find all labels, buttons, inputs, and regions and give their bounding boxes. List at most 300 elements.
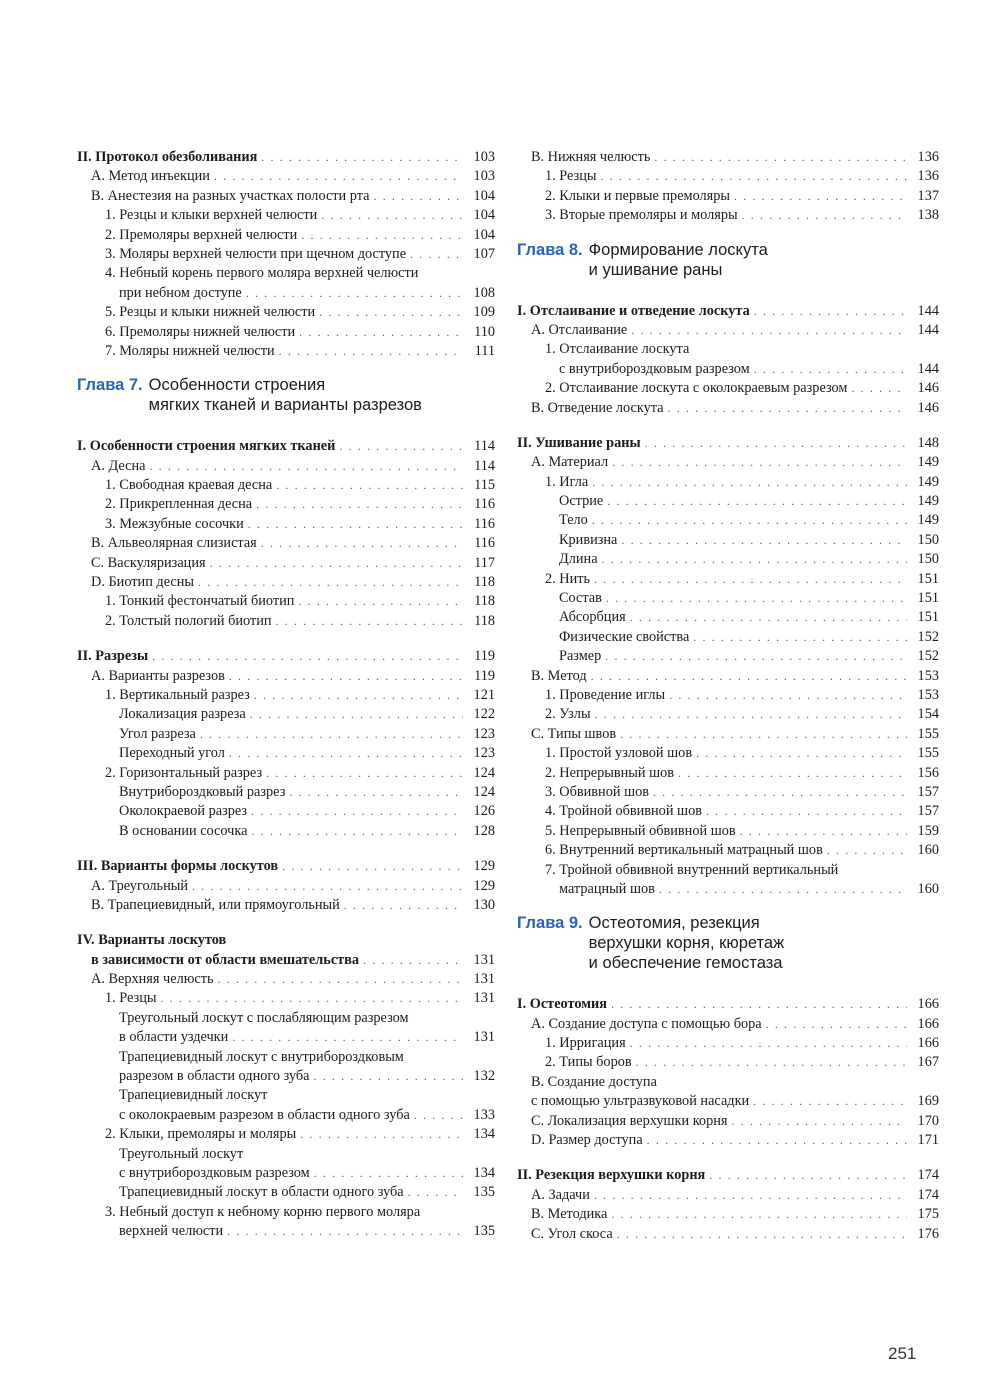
- dot-leader: [754, 360, 907, 379]
- toc-page-number: 129: [473, 858, 495, 875]
- toc-page-number: 117: [474, 554, 495, 571]
- toc-entry[interactable]: [517, 1205, 939, 1224]
- dot-leader: [339, 437, 463, 456]
- toc-page-number: 114: [474, 438, 495, 455]
- toc-page-number: 160: [917, 842, 939, 859]
- dot-leader: [600, 167, 907, 186]
- toc-entry[interactable]: [77, 187, 495, 206]
- toc-entry[interactable]: [77, 744, 495, 763]
- toc-page-number: 104: [473, 187, 495, 204]
- dot-leader: [218, 970, 464, 989]
- toc-entry[interactable]: [77, 323, 495, 342]
- dot-leader: [279, 342, 463, 361]
- toc-entry[interactable]: [77, 437, 495, 456]
- toc-entry[interactable]: [77, 1009, 495, 1028]
- chapter-title-line: верхушки корня, кюретаж: [588, 934, 785, 953]
- toc-entry[interactable]: [77, 1145, 495, 1164]
- toc-entry[interactable]: [517, 1092, 939, 1111]
- toc-entry[interactable]: [77, 989, 495, 1008]
- dot-leader: [731, 1112, 907, 1131]
- toc-page-number: 176: [917, 1225, 939, 1242]
- toc-entry[interactable]: [517, 360, 939, 379]
- toc-entry[interactable]: [517, 570, 939, 589]
- toc-entry[interactable]: [517, 783, 939, 802]
- toc-entry-title: A. Материал: [531, 454, 609, 471]
- chapter-title-line: мягких тканей и варианты разрезов: [148, 396, 422, 415]
- toc-page-number: 118: [474, 593, 495, 610]
- toc-entry-title: 4. Тройной обвивной шов: [545, 803, 702, 820]
- toc-entry-title: B. Анестезия на разных участках полости рта: [91, 187, 370, 204]
- toc-entry[interactable]: [77, 802, 495, 821]
- toc-page-number: 166: [917, 1015, 939, 1032]
- dot-leader: [605, 647, 907, 666]
- dot-leader: [630, 1034, 907, 1053]
- toc-entry-title: Переходный угол: [119, 745, 225, 762]
- dot-leader: [706, 802, 907, 821]
- toc-entry[interactable]: [517, 686, 939, 705]
- toc-entry-title: 7. Моляры нижней челюсти: [105, 342, 275, 359]
- chapter-heading: [77, 375, 495, 415]
- toc-entry[interactable]: [517, 725, 939, 744]
- toc-page-number: 156: [917, 764, 939, 781]
- toc-page-number: 153: [917, 667, 939, 684]
- dot-leader: [742, 206, 907, 225]
- toc-entry[interactable]: [517, 880, 939, 899]
- toc-page-number: 123: [473, 725, 495, 742]
- toc-entry[interactable]: [77, 245, 495, 264]
- chapter-title: [149, 375, 422, 415]
- toc-entry-title: 1. Простой узловой шов: [545, 745, 693, 762]
- toc-page-number: 144: [917, 302, 939, 319]
- chapter-title: [589, 240, 768, 280]
- toc-entry[interactable]: [517, 340, 939, 359]
- toc-entry-title: B. Создание доступа: [531, 1073, 657, 1090]
- toc-entry[interactable]: [77, 476, 495, 495]
- dot-leader: [214, 167, 463, 186]
- toc-entry-title: C. Угол скоса: [531, 1225, 613, 1242]
- toc-entry[interactable]: [517, 1166, 939, 1185]
- toc-entry-title: 2. Прикрепленная десна: [105, 496, 253, 513]
- dot-leader: [276, 612, 463, 631]
- toc-entry-title: C. Васкуляризация: [91, 554, 206, 571]
- dot-leader: [301, 226, 463, 245]
- toc-page-number: 131: [473, 990, 495, 1007]
- toc-entry[interactable]: [517, 1131, 939, 1150]
- toc-page-number: 166: [917, 996, 939, 1013]
- toc-entry[interactable]: [517, 841, 939, 860]
- toc-entry-title: III. Варианты формы лоскутов: [77, 858, 279, 875]
- toc-entry-title: Треугольный лоскут: [119, 1145, 244, 1162]
- toc-entry[interactable]: [77, 1164, 495, 1183]
- dot-leader: [321, 206, 463, 225]
- chapter-title-line: Особенности строения: [148, 376, 326, 395]
- dot-leader: [299, 323, 463, 342]
- toc-entry-title: Треугольный лоскут с послабляющим разрезом: [119, 1009, 409, 1026]
- toc-page-number: 152: [917, 628, 939, 645]
- toc-entry[interactable]: [517, 206, 939, 225]
- dot-leader: [282, 857, 463, 876]
- dot-leader: [753, 1092, 907, 1111]
- toc-entry[interactable]: [517, 1225, 939, 1244]
- toc-entry[interactable]: [517, 379, 939, 398]
- toc-entry[interactable]: [517, 302, 939, 321]
- dot-leader: [314, 1164, 463, 1183]
- dot-leader: [696, 744, 907, 763]
- dot-leader: [607, 492, 907, 511]
- toc-entry[interactable]: [77, 857, 495, 876]
- toc-entry[interactable]: [77, 206, 495, 225]
- toc-page-number: 114: [474, 457, 495, 474]
- toc-entry[interactable]: [517, 995, 939, 1014]
- toc-entry[interactable]: [517, 531, 939, 550]
- chapter-label: Глава 9.: [517, 914, 583, 933]
- dot-leader: [654, 148, 907, 167]
- toc-entry[interactable]: [77, 896, 495, 915]
- toc-entry[interactable]: [517, 589, 939, 608]
- toc-entry[interactable]: [517, 1053, 939, 1072]
- toc-page-number: 170: [917, 1112, 939, 1129]
- dot-leader: [678, 764, 907, 783]
- toc-entry[interactable]: [77, 264, 495, 283]
- toc-page-number: 115: [474, 477, 495, 494]
- toc-page-number: 151: [917, 590, 939, 607]
- toc-entry[interactable]: [77, 647, 495, 666]
- toc-entry[interactable]: [517, 187, 939, 206]
- dot-leader: [232, 1028, 463, 1047]
- toc-entry[interactable]: [77, 554, 495, 573]
- toc-page-number: 116: [474, 535, 495, 552]
- toc-entry-title: 1. Проведение иглы: [545, 686, 666, 703]
- toc-entry[interactable]: [77, 226, 495, 245]
- toc-entry[interactable]: [77, 1067, 495, 1086]
- toc-entry[interactable]: [517, 434, 939, 453]
- dot-leader: [630, 608, 907, 627]
- toc-entry-title: A. Варианты разрезов: [91, 667, 225, 684]
- toc-page-number: 116: [474, 515, 495, 532]
- toc-entry[interactable]: [517, 628, 939, 647]
- toc-entry-title: II. Резекция верхушки корня: [517, 1167, 706, 1184]
- toc-entry-title: B. Метод: [531, 667, 587, 684]
- dot-leader: [300, 1125, 463, 1144]
- toc-entry-title: в зависимости от области вмешательства: [91, 951, 360, 968]
- toc-entry-title: 3. Небный доступ к небному корню первого моляра: [105, 1203, 421, 1220]
- toc-page-number: 110: [474, 323, 495, 340]
- toc-entry[interactable]: [517, 1186, 939, 1205]
- toc-page-number: 135: [473, 1184, 495, 1201]
- dot-leader: [261, 148, 463, 167]
- toc-entry[interactable]: [77, 612, 495, 631]
- toc-entry-title: верхней челюсти: [119, 1223, 224, 1240]
- toc-page-number: 149: [917, 473, 939, 490]
- dot-leader: [251, 822, 463, 841]
- toc-entry-title: 2. Клыки, премоляры и моляры: [105, 1126, 297, 1143]
- toc-page-number: 171: [917, 1132, 939, 1149]
- toc-entry-title: B. Методика: [531, 1206, 608, 1223]
- toc-entry[interactable]: [517, 822, 939, 841]
- toc-entry-title: 2. Горизонтальный разрез: [105, 764, 263, 781]
- toc-page-number: 119: [474, 667, 495, 684]
- toc-entry[interactable]: [517, 744, 939, 763]
- toc-entry[interactable]: [77, 783, 495, 802]
- toc-page-number: 132: [473, 1068, 495, 1085]
- section-spacer: [77, 631, 495, 647]
- dot-leader: [617, 1225, 907, 1244]
- toc-entry-title: B. Трапециевидный, или прямоугольный: [91, 896, 340, 913]
- dot-leader: [611, 1205, 907, 1224]
- dot-leader: [229, 744, 463, 763]
- toc-entry[interactable]: [517, 399, 939, 418]
- chapter-heading: [517, 240, 939, 280]
- chapter-title: [589, 913, 784, 973]
- toc-page-number: 150: [917, 531, 939, 548]
- toc-entry-title: 3. Моляры верхней челюсти при щечном доступе: [105, 245, 407, 262]
- toc-page-number: 146: [917, 399, 939, 416]
- toc-entry-title: C. Локализация верхушки корня: [531, 1112, 728, 1129]
- toc-page-number: 111: [474, 342, 495, 359]
- toc-entry[interactable]: [517, 167, 939, 186]
- toc-entry[interactable]: [77, 1222, 495, 1241]
- toc-entry-title: 4. Небный корень первого моляра верхней челюсти: [105, 265, 419, 282]
- dot-leader: [414, 1106, 463, 1125]
- toc-entry-title: 3. Обвивной шов: [545, 783, 649, 800]
- toc-entry[interactable]: [77, 303, 495, 322]
- toc-entry-title: при небном доступе: [119, 284, 242, 301]
- toc-entry[interactable]: [77, 515, 495, 534]
- toc-entry-title: Тело: [559, 512, 588, 529]
- toc-entry[interactable]: [77, 877, 495, 896]
- toc-column-left: [77, 148, 495, 1242]
- toc-entry-title: Состав: [559, 590, 602, 607]
- dot-leader: [668, 399, 907, 418]
- toc-entry[interactable]: [517, 861, 939, 880]
- toc-entry[interactable]: [77, 822, 495, 841]
- toc-entry[interactable]: [517, 1073, 939, 1092]
- toc-entry[interactable]: [517, 453, 939, 472]
- toc-page-number: 146: [917, 380, 939, 397]
- toc-entry-title: A. Треугольный: [91, 877, 188, 894]
- dot-leader: [149, 457, 463, 476]
- toc-entry-title: с внутрибороздковым разрезом: [559, 360, 750, 377]
- toc-entry-title: B. Альвеолярная слизистая: [91, 535, 257, 552]
- toc-entry[interactable]: [517, 148, 939, 167]
- toc-entry-title: 2. Нить: [545, 570, 591, 587]
- toc-page-number: 131: [473, 1029, 495, 1046]
- toc-entry-title: A. Задачи: [531, 1186, 590, 1203]
- toc-entry-title: матрацный шов: [559, 880, 655, 897]
- toc-entry[interactable]: [77, 167, 495, 186]
- toc-entry[interactable]: [77, 573, 495, 592]
- dot-leader: [160, 989, 463, 1008]
- dot-leader: [591, 667, 907, 686]
- toc-entry-title: в области уздечки: [119, 1029, 229, 1046]
- toc-entry-title: I. Отслаивание и отведение лоскута: [517, 302, 750, 319]
- toc-entry-title: II. Разрезы: [77, 648, 149, 665]
- toc-entry-title: с околокраевым разрезом в области одного зуба: [119, 1106, 410, 1123]
- dot-leader: [256, 495, 463, 514]
- toc-page-number: 131: [473, 951, 495, 968]
- dot-leader: [709, 1166, 907, 1185]
- toc-entry[interactable]: [77, 1125, 495, 1144]
- toc-entry-title: 2. Клыки и первые премоляры: [545, 187, 731, 204]
- toc-entry[interactable]: [77, 1106, 495, 1125]
- toc-page-number: 108: [473, 284, 495, 301]
- dot-leader: [669, 686, 907, 705]
- toc-entry[interactable]: [77, 534, 495, 553]
- toc-page-number: 103: [473, 149, 495, 165]
- dot-leader: [592, 511, 907, 530]
- toc-entry-title: с внутрибороздковым разрезом: [119, 1164, 310, 1181]
- toc-entry[interactable]: [77, 931, 495, 950]
- toc-entry[interactable]: [517, 802, 939, 821]
- toc-entry[interactable]: [77, 1086, 495, 1105]
- toc-page-number: 148: [917, 434, 939, 451]
- toc-page-number: 131: [473, 971, 495, 988]
- toc-page-number: 150: [917, 551, 939, 568]
- toc-entry[interactable]: [77, 1203, 495, 1222]
- toc-entry[interactable]: [77, 1048, 495, 1067]
- toc-entry[interactable]: [77, 592, 495, 611]
- toc-entry-title: Угол разреза: [119, 725, 196, 742]
- toc-page-number: 134: [473, 1164, 495, 1181]
- dot-leader: [200, 725, 463, 744]
- toc-entry[interactable]: [517, 321, 939, 340]
- toc-entry[interactable]: [517, 705, 939, 724]
- toc-entry-title: Трапециевидный лоскут в области одного зуба: [119, 1184, 404, 1201]
- toc-entry-title: 1. Вертикальный разрез: [105, 686, 250, 703]
- toc-page-number: 118: [474, 612, 495, 629]
- dot-leader: [192, 877, 463, 896]
- page-number: 251: [888, 1344, 917, 1363]
- toc-entry-title: 2. Типы боров: [545, 1054, 632, 1071]
- toc-entry[interactable]: [517, 608, 939, 627]
- toc-page-number: 136: [917, 149, 939, 165]
- toc-entry[interactable]: [77, 667, 495, 686]
- toc-entry[interactable]: [517, 1015, 939, 1034]
- toc-entry[interactable]: [77, 1028, 495, 1047]
- toc-entry[interactable]: [517, 647, 939, 666]
- toc-page-number: 151: [917, 570, 939, 587]
- toc-entry[interactable]: [77, 148, 495, 167]
- toc-page-number: 174: [917, 1186, 939, 1203]
- toc-entry[interactable]: [77, 951, 495, 970]
- toc-entry[interactable]: [517, 473, 939, 492]
- dot-leader: [594, 1186, 907, 1205]
- toc-entry-title: Внутрибороздковый разрез: [119, 783, 286, 800]
- toc-entry[interactable]: [517, 1112, 939, 1131]
- toc-page-number: 136: [917, 168, 939, 185]
- toc-entry-title: 7. Тройной обвивной внутренний вертикальный: [545, 861, 839, 878]
- dot-leader: [592, 473, 907, 492]
- section-spacer: [77, 915, 495, 931]
- toc-entry[interactable]: [77, 284, 495, 303]
- toc-entry-title: с помощью ультразвуковой насадки: [531, 1093, 750, 1110]
- toc-entry[interactable]: [517, 511, 939, 530]
- toc-page-number: 144: [917, 360, 939, 377]
- dot-leader: [612, 453, 907, 472]
- toc-entry-title: Околокраевой разрез: [119, 803, 248, 820]
- toc-page-number: 119: [474, 648, 495, 665]
- toc-entry-title: Острие: [559, 493, 604, 510]
- dot-leader: [659, 880, 907, 899]
- dot-leader: [246, 284, 463, 303]
- toc-entry-title: Кривизна: [559, 531, 618, 548]
- dot-leader: [229, 667, 463, 686]
- toc-entry[interactable]: [517, 550, 939, 569]
- toc-page-number: 124: [473, 764, 495, 781]
- toc-entry-title: 1. Отслаивание лоскута: [545, 341, 690, 358]
- toc-page-number: 133: [473, 1106, 495, 1123]
- toc-entry[interactable]: [517, 667, 939, 686]
- toc-page-number: 109: [473, 304, 495, 321]
- toc-entry[interactable]: [77, 725, 495, 744]
- toc-entry[interactable]: [517, 764, 939, 783]
- toc-entry[interactable]: [77, 457, 495, 476]
- toc-entry-title: Размер: [559, 648, 602, 665]
- section-spacer: [77, 841, 495, 857]
- toc-entry-title: 1. Резцы и клыки верхней челюсти: [105, 207, 318, 224]
- dot-leader: [602, 550, 907, 569]
- dot-leader: [636, 1053, 907, 1072]
- toc-entry[interactable]: [77, 705, 495, 724]
- dot-leader: [647, 1131, 907, 1150]
- dot-leader: [319, 303, 463, 322]
- toc-entry-title: B. Нижняя челюсть: [531, 149, 651, 165]
- toc-entry-title: II. Ушивание раны: [517, 434, 641, 451]
- toc-entry-title: 3. Вторые премоляры и моляры: [545, 207, 738, 224]
- toc-entry[interactable]: [77, 686, 495, 705]
- toc-page-number: 121: [473, 686, 495, 703]
- dot-leader: [740, 822, 907, 841]
- toc-entry-title: A. Метод инъекции: [91, 168, 210, 185]
- dot-leader: [254, 686, 463, 705]
- toc-page-number: 124: [473, 783, 495, 800]
- toc-entry[interactable]: [517, 492, 939, 511]
- toc-entry-title: 2. Толстый пологий биотип: [105, 612, 272, 629]
- dot-leader: [363, 951, 463, 970]
- toc-entry[interactable]: [77, 1183, 495, 1202]
- chapter-title-line: и ушивание раны: [588, 260, 723, 279]
- toc-entry-title: A. Десна: [91, 457, 146, 474]
- toc-page-number: 151: [917, 609, 939, 626]
- dot-leader: [693, 628, 907, 647]
- toc-entry-title: 2. Непрерывный шов: [545, 764, 675, 781]
- toc-entry[interactable]: [77, 342, 495, 361]
- toc-page-number: 157: [917, 803, 939, 820]
- dot-leader: [766, 1015, 907, 1034]
- chapter-title-line: и обеспечение гемостаза: [588, 954, 783, 973]
- section-spacer: [517, 418, 939, 434]
- dot-leader: [261, 534, 463, 553]
- toc-entry[interactable]: [77, 495, 495, 514]
- toc-entry-title: IV. Варианты лоскутов: [77, 932, 227, 949]
- toc-page-number: 116: [474, 496, 495, 513]
- toc-entry-title: I. Остеотомия: [517, 996, 607, 1013]
- toc-page-number: 155: [917, 725, 939, 742]
- toc-entry-title: 1. Игла: [545, 473, 589, 490]
- toc-entry-title: D. Биотип десны: [91, 574, 194, 591]
- toc-page-number: 159: [917, 822, 939, 839]
- toc-page-number: 154: [917, 706, 939, 723]
- toc-entry[interactable]: [77, 970, 495, 989]
- toc-page-number: 144: [917, 321, 939, 338]
- toc-entry[interactable]: [77, 764, 495, 783]
- toc-entry-title: I. Особенности строения мягких тканей: [77, 438, 336, 455]
- chapter-label: Глава 8.: [517, 240, 583, 259]
- dot-leader: [594, 570, 907, 589]
- toc-entry[interactable]: [517, 1034, 939, 1053]
- toc-page-number: 103: [473, 168, 495, 185]
- toc-entry-title: разрезом в области одного зуба: [119, 1068, 310, 1085]
